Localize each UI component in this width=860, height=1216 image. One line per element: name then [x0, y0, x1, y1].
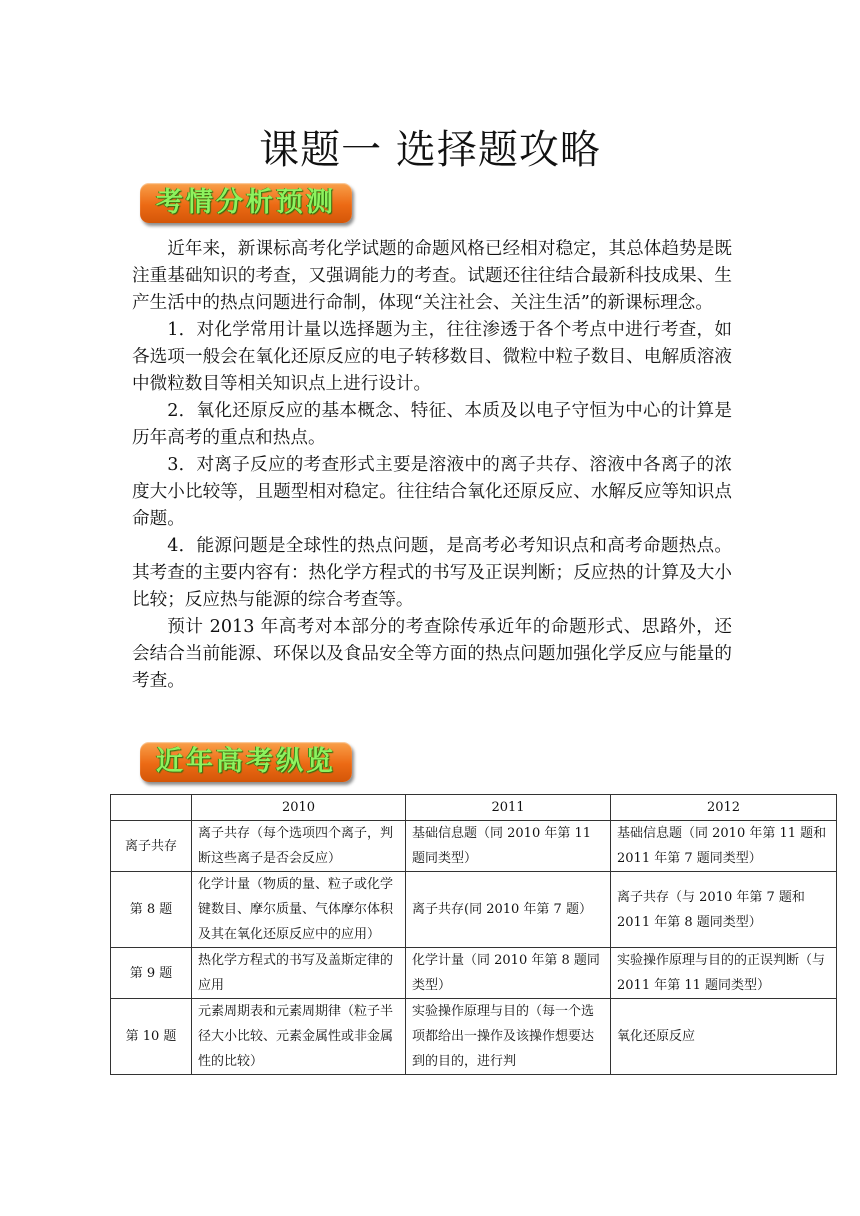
analysis-body [132, 236, 732, 695]
table-cell: 化学计量（物质的量、粒子或化学键数目、摩尔质量、气体摩尔体积及其在氧化还原反应中的应用） [192, 872, 406, 948]
paragraph: 2．氧化还原反应的基本概念、特征、本质及以电子守恒为中心的计算是历年高考的重点和热点。 [132, 401, 732, 448]
header-cell-2012: 2012 [611, 795, 837, 821]
table-cell: 基础信息题（同 2010 年第 11 题和 2011 年第 7 题同类型） [611, 821, 837, 872]
table-cell: 离子共存(同 2010 年第 7 题） [406, 872, 611, 948]
table-cell: 热化学方程式的书写及盖斯定律的应用 [192, 948, 406, 999]
paragraph: 近年来，新课标高考化学试题的命题风格已经相对稳定，其总体趋势是既注重基础知识的考查，又强调能力的考查。试题还往往结合最新科技成果、生产生活中的热点问题进行命制，体现“关注社会、关注生活”的新课标理念。 [132, 239, 732, 313]
paragraph: 3．对离子反应的考查形式主要是溶液中的离子共存、溶液中各离子的浓度大小比较等，且题型相对稳定。往往结合氧化还原反应、水解反应等知识点命题。 [132, 455, 732, 529]
table-row [111, 999, 837, 1075]
section-banner-analysis [140, 183, 352, 223]
table-header-row [111, 795, 837, 821]
table-row [111, 948, 837, 999]
table-cell [406, 999, 611, 1075]
table-cell: 实验操作原理与目的的正误判断（与 2011 年第 11 题同类型） [611, 948, 837, 999]
paragraph: 4．能源问题是全球性的热点问题，是高考必考知识点和高考命题热点。其考查的主要内容有：热化学方程式的书写及正误判断；反应热的计算及大小比较；反应热与能源的综合考查等。 [132, 536, 732, 610]
table-row [111, 821, 837, 872]
page-title: 课题一 选择题攻略 [259, 127, 601, 173]
header-cell [111, 795, 192, 821]
row-label: 第 10 题 [111, 999, 192, 1075]
header-cell-2010: 2010 [192, 795, 406, 821]
table-cell: 基础信息题（同 2010 年第 11 题同类型） [406, 821, 611, 872]
table-cell: 离子共存（与 2010 年第 7 题和 2011 年第 8 题同类型） [611, 872, 837, 948]
row-label: 离子共存 [111, 821, 192, 872]
table-cell: 离子共存（每个选项四个离子，判断这些离子是否会反应） [192, 821, 406, 872]
row-label: 第 8 题 [111, 872, 192, 948]
section-title-review: 近年高考纵览 [156, 746, 336, 777]
section-banner-review [140, 742, 352, 782]
table-row [111, 872, 837, 948]
table-cell: 化学计量（同 2010 年第 8 题同类型） [406, 948, 611, 999]
table-cell-text: 实验操作原理与目的（每一个选项都给出一操作及该操作想要达到的目的，进行判 [412, 1004, 595, 1069]
paragraph: 预计 2013 年高考对本部分的考查除传承近年的命题形式、思路外，还会结合当前能源、环保以及食品安全等方面的热点问题加强化学反应与能量的考查。 [132, 617, 732, 691]
table-cell: 元素周期表和元素周期律（粒子半径大小比较、元素金属性或非金属性的比较） [192, 999, 406, 1075]
section-title-analysis: 考情分析预测 [156, 187, 336, 218]
table-cell: 氧化还原反应 [611, 999, 837, 1075]
row-label: 第 9 题 [111, 948, 192, 999]
paragraph: 1．对化学常用计量以选择题为主，往往渗透于各个考点中进行考查，如各选项一般会在氧化还原反应的电子转移数目、微粒中粒子数目、电解质溶液中微粒数目等相关知识点上进行设计。 [132, 320, 732, 394]
exam-review-table [110, 794, 837, 1075]
header-cell-2011: 2011 [406, 795, 611, 821]
